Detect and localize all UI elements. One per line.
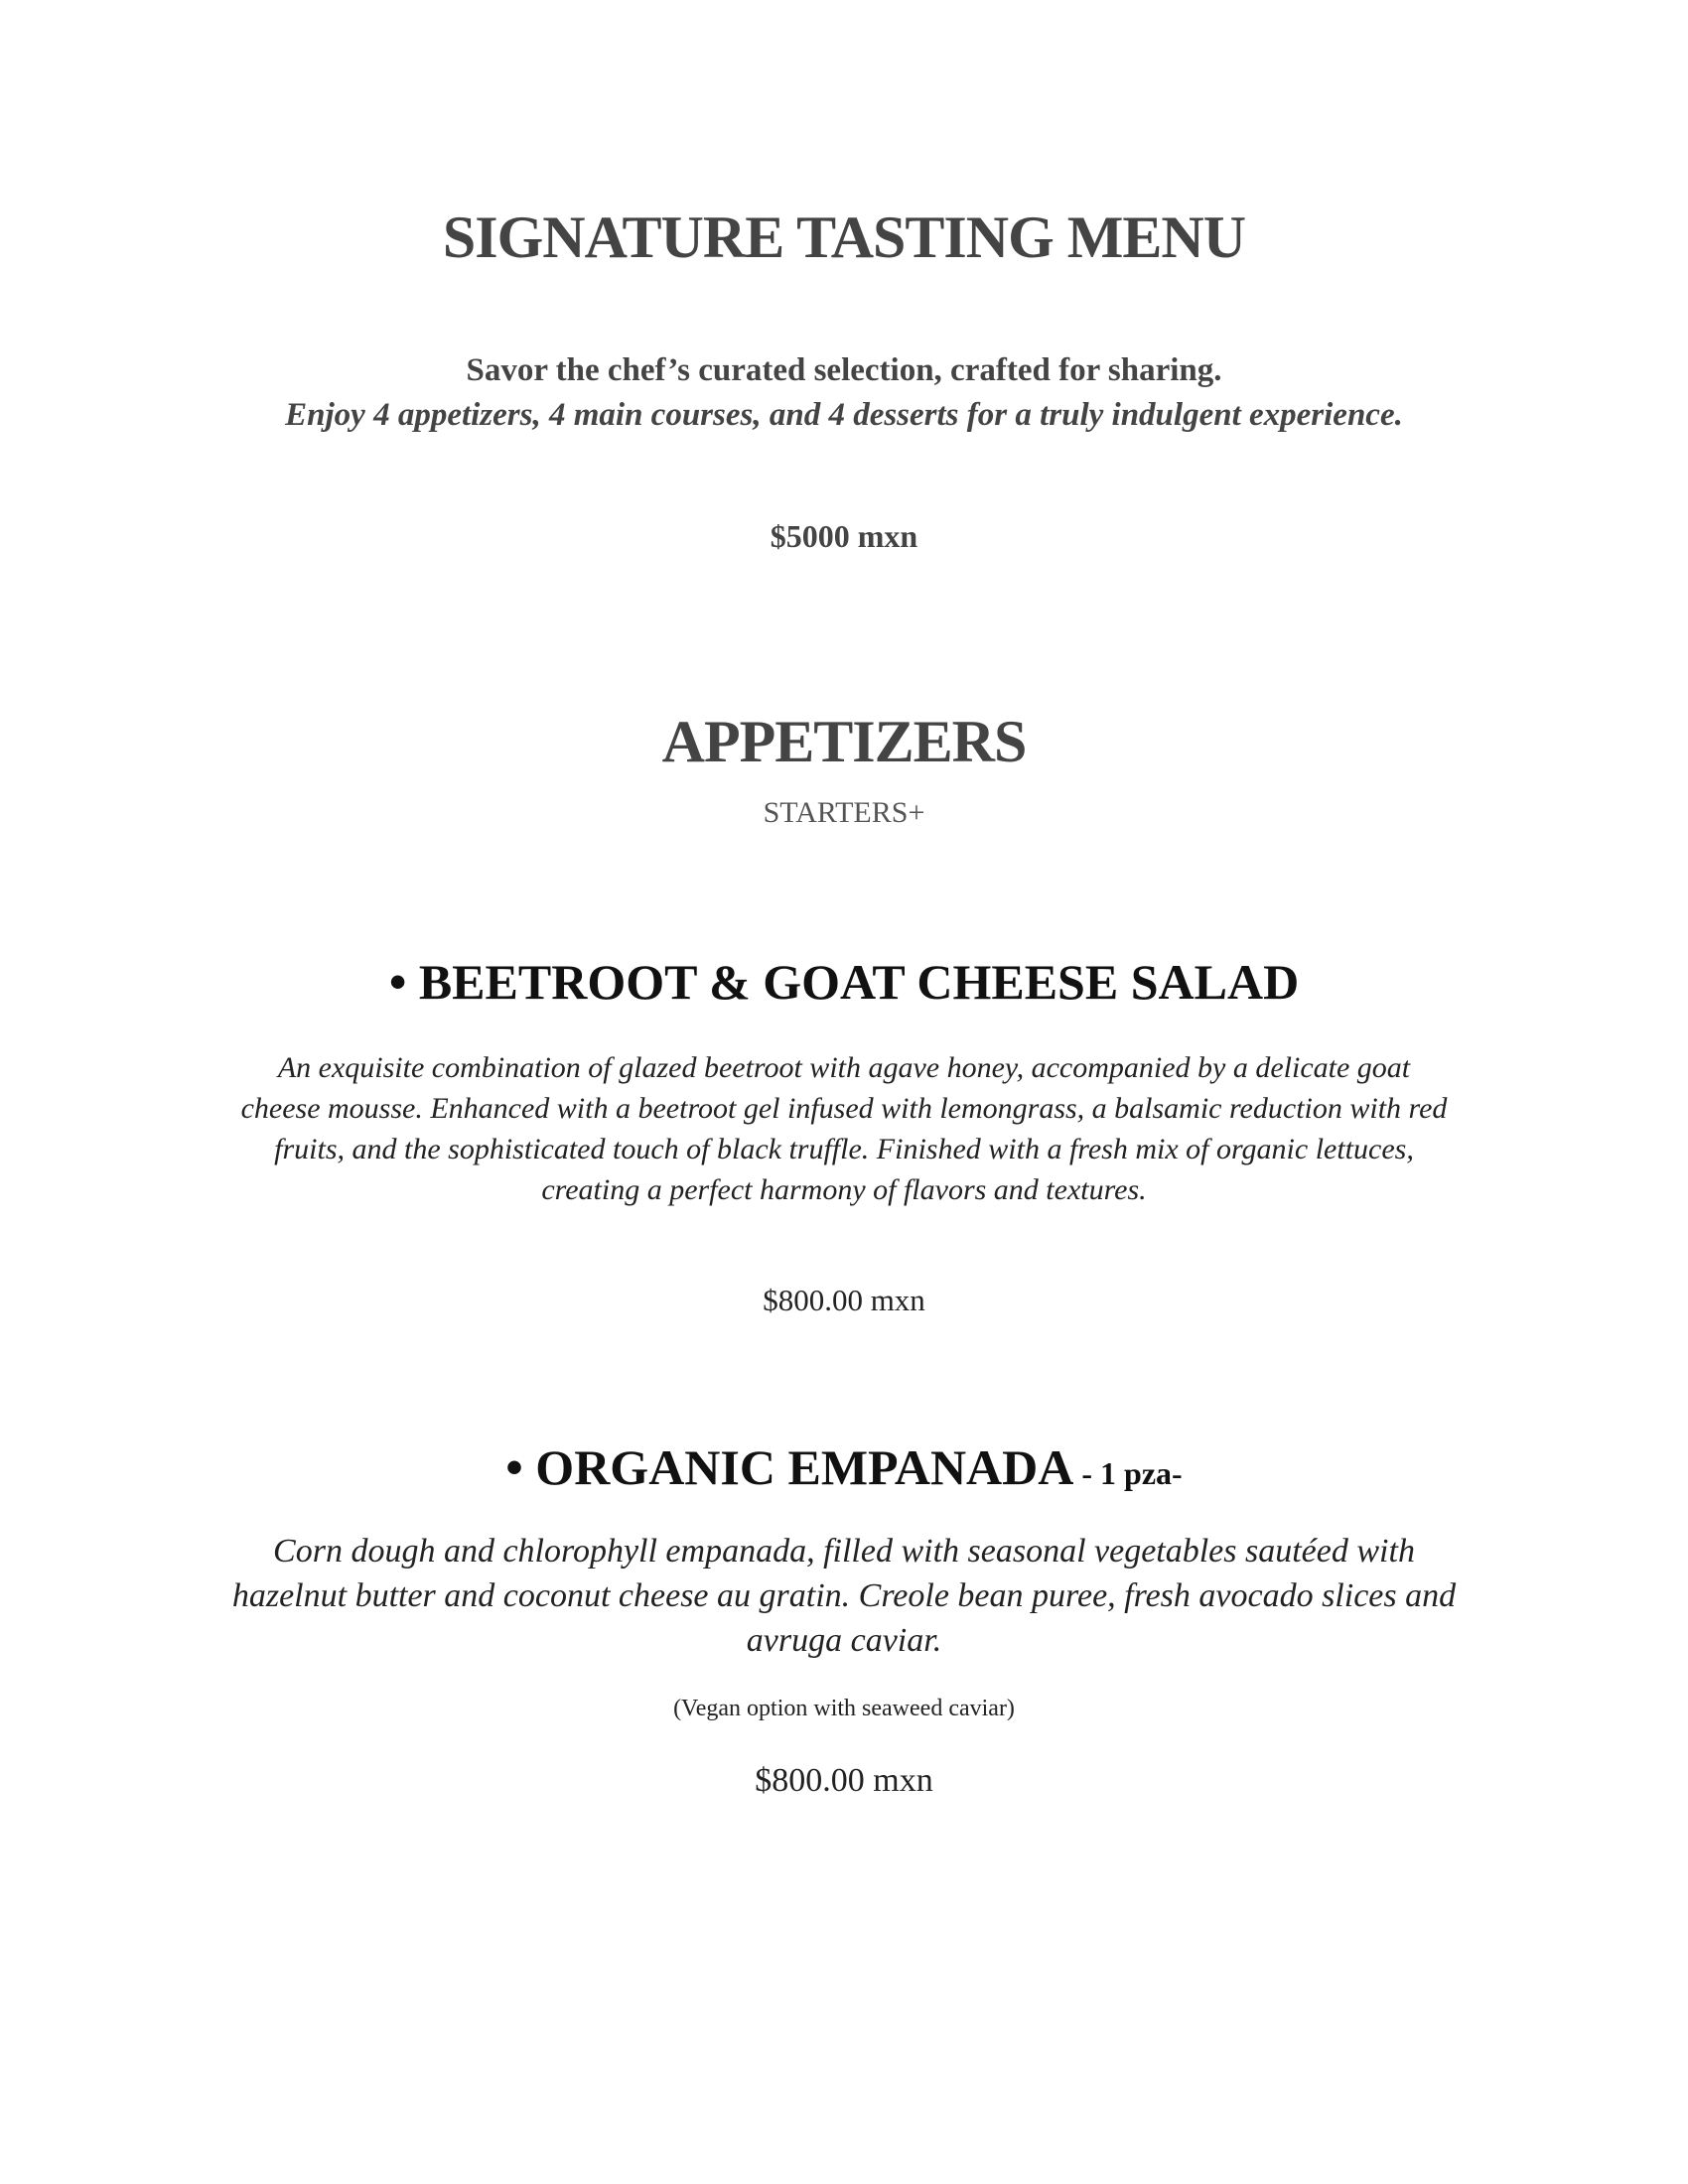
section-subtitle: STARTERS+ — [763, 796, 925, 829]
description-line: avruga caviar. — [746, 1622, 942, 1659]
item-heading-organic-empanada — [0, 1438, 1688, 1496]
item-note: (Vegan option with seaweed caviar) — [673, 1696, 1015, 1721]
item-description — [0, 1047, 1688, 1210]
menu-tagline-italic: Enjoy 4 appetizers, 4 main courses, and 4 desserts for a truly indulgent experience. — [285, 397, 1403, 433]
item-quantity: - 1 pza- — [1073, 1455, 1183, 1491]
menu-title: SIGNATURE TASTING MENU — [442, 205, 1246, 270]
description-line: creating a perfect harmony of flavors and textures. — [541, 1173, 1147, 1206]
tasting-menu-price: $5000 mxn — [770, 518, 918, 554]
description-line: hazelnut butter and coconut cheese au gratin. Creole bean puree, fresh avocado slices and — [231, 1577, 1457, 1614]
menu-tagline: Savor the chef’s curated selection, crafted for sharing. — [466, 352, 1222, 388]
description-line: Corn dough and chlorophyll empanada, filled with seasonal vegetables sautéed with — [273, 1533, 1415, 1570]
item-price: $800.00 mxn — [755, 1762, 933, 1799]
bullet-icon: • — [388, 954, 407, 1010]
item-price: $800.00 mxn — [763, 1283, 925, 1317]
description-line: fruits, and the sophisticated touch of black truffle. Finished with a fresh mix of organic lettuces, — [274, 1133, 1414, 1165]
description-line: An exquisite combination of glazed beetroot with agave honey, accompanied by a delicate goat — [277, 1051, 1411, 1084]
item-heading-beetroot-salad — [0, 953, 1688, 1011]
item-name: ORGANIC EMPANADA — [535, 1439, 1074, 1495]
section-title: APPETIZERS — [661, 709, 1027, 774]
bullet-icon: • — [505, 1439, 523, 1495]
item-name: BEETROOT & GOAT CHEESE SALAD — [418, 954, 1300, 1010]
item-description — [0, 1529, 1688, 1663]
description-line: cheese mousse. Enhanced with a beetroot gel infused with lemongrass, a balsamic reduction with red — [240, 1092, 1448, 1125]
